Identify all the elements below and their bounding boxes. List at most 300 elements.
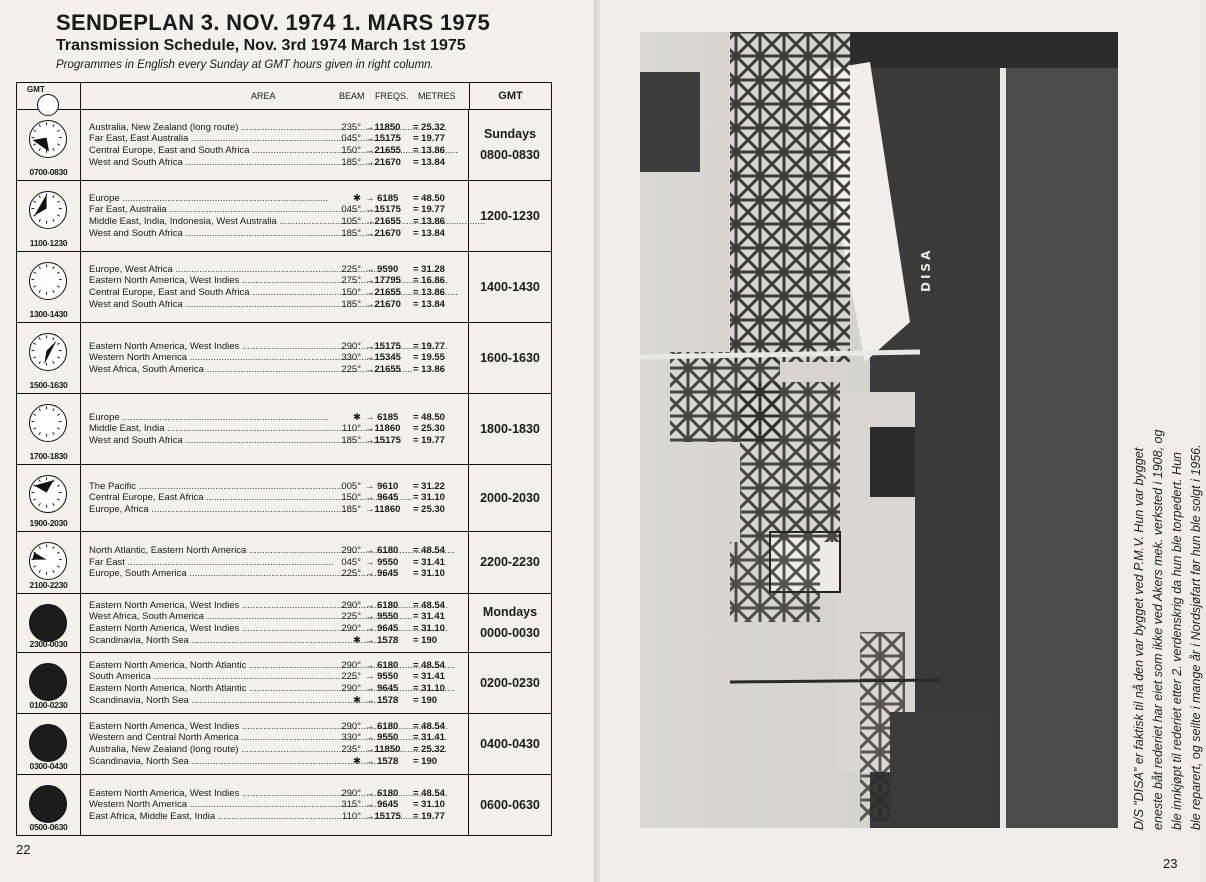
frequency-value: → 9645 [365,492,399,504]
clock-cell [17,323,81,393]
area-text: Scandinavia, North Sea ..... [89,635,331,647]
area-text: West and South Africa ..... [89,157,331,169]
beam-value: 110° [342,423,361,435]
clock-face-icon [30,543,66,579]
frequency-line [89,545,468,557]
header-metres-label: METRES [418,91,456,101]
area-text: Far East, East Australia ..... [89,133,331,145]
gmt-time: 0800-0830 [480,148,540,162]
beam-value: 290° [341,599,361,611]
metres-value: = 190 [413,755,438,767]
area-text: Eastern North America, West Indies ..... [89,623,331,635]
gmt-time: 2200-2230 [480,555,540,569]
beam-value: 110° [342,810,361,822]
area-text: West and South Africa ..... [89,435,331,447]
clock-tick-icon [53,290,54,292]
clock-tick-icon [53,408,54,410]
beam-value: 330° [341,352,361,364]
frequency-line [89,623,468,635]
clock-time-label: 2100-2230 [29,580,68,590]
beam-value: 290° [341,787,361,799]
metres-value: = 13.86 [413,216,445,227]
clock-face-icon [30,121,66,157]
frequency-value: → 9610 [365,480,399,492]
frequency-value: →15175 [365,133,401,145]
frequency-line [89,695,468,707]
clock-tick-icon [33,130,35,131]
clock-time-label: 1500-1630 [29,380,68,390]
area-text: Far East, Australia ..... [89,204,331,216]
area-text: Europe, South America ..... [89,568,331,580]
frequency-value: → 6180 [365,720,399,732]
clock-tick-icon [57,343,59,344]
metres-value: = 48.50 [413,192,445,204]
clock-tick-icon [53,148,54,150]
metres-value: = 25.32 [413,121,445,133]
clock-tick-icon [33,414,35,415]
frequency-value: → 1578 [365,694,399,706]
area-text: Scandinavia, North Sea ..... [89,695,331,707]
frequency-value: → 6180 [365,545,399,557]
table-row [17,653,551,714]
frequency-line [89,352,468,364]
area-text: Central Europe, East and South Africa ..... [89,287,331,299]
metres-value: = 31.41 [413,556,445,568]
area-text: The Pacific ..... [89,481,331,493]
metres-value: = 48.54 [413,787,445,799]
beam-value: 150° [341,287,361,298]
gmt-time: 0400-0430 [480,736,540,751]
frequency-line [89,788,468,800]
area-text: North Atlantic, Eastern North America ..... [89,545,331,557]
clock-tick-icon [33,144,35,145]
frequency-line [89,228,468,240]
frequency-line [89,671,468,683]
clock-tick-icon [53,546,54,548]
frequency-line [89,204,468,216]
frequency-line [89,492,468,504]
gmt-time: 1600-1630 [480,350,540,365]
clock-tick-icon [53,479,54,481]
area-text: Europe, West Africa ..... [89,264,331,276]
frequency-line [89,504,468,516]
table-body [17,110,551,835]
header-freqs-label: FREQS. [375,91,409,101]
clock-tick-icon [57,130,59,131]
clock-tick-icon [57,499,59,500]
area-text: Middle East, India, Indonesia, West Australia ..... [89,216,331,228]
gmt-time: 2000-2030 [480,490,540,505]
frequency-line [89,364,468,376]
gmt-cell [469,394,551,464]
clock-tick-icon [39,290,40,292]
gmt-cell [469,252,551,322]
clock-tick-icon [57,272,59,273]
clock-cell [17,394,81,464]
frequency-cell [81,323,469,393]
frequency-line [89,683,468,695]
beam-value: 185° [341,227,361,239]
area-text: Western North America ..... [89,352,331,364]
clock-tick-icon [39,570,40,572]
beam-value: 290° [341,720,361,732]
caption-line: D/S "DISA" er faktisk til nå den var bygget ved P.M.V. Hun var bygget [1132,447,1146,830]
metres-value: = 19.77 [413,810,445,822]
clock-tick-icon [57,428,59,429]
gmt-cell [469,181,551,251]
clock-tick-icon [33,428,35,429]
beam-value: 225° [341,611,361,623]
frequency-line [89,341,468,353]
frequency-line [89,611,468,623]
frequency-value: →21670 [365,298,401,310]
table-row [17,181,551,252]
header-gmt-clock-label: GMT [27,85,45,94]
clock-tick-icon [39,219,40,221]
metres-value: = 19.77 [413,340,445,352]
area-text: West Africa, South America ..... [89,611,331,623]
frequency-value: →21655 [365,363,401,375]
gmt-cell [469,110,551,180]
intro-text: Programmes in English every Sunday at GMT hours given in right column. [56,59,434,71]
frequency-value: → 9645 [365,623,399,634]
gmt-time: Mondays [482,605,538,619]
clock-tick-icon [53,570,54,572]
frequency-line [89,635,468,647]
beam-value: ✱ [353,755,361,767]
clock-icon [29,404,67,442]
beam-value: 290° [341,623,361,634]
frequency-line [89,145,468,157]
clock-time-label: 1700-1830 [29,451,68,461]
beam-value: 150° [341,492,361,504]
clock-tick-icon [57,552,59,553]
clock-tick-icon [33,343,35,344]
ship-photo [640,32,1118,828]
clock-icon [29,262,67,300]
frequency-line [89,744,468,756]
clock-face-icon [30,334,66,370]
metres-value: = 13.86 [413,363,445,375]
beam-value: 185° [341,298,361,310]
clock-cell [17,252,81,322]
gmt-cell [469,532,551,593]
metres-value: = 13.84 [413,156,445,168]
area-text: Eastern North America, West Indies ..... [89,721,331,733]
frequency-cell [81,532,469,593]
frequency-line [89,811,468,823]
clock-hand-icon [34,480,53,492]
clock-cell [17,110,81,180]
beam-value: 185° [341,503,361,515]
frequency-cell [81,465,469,531]
frequency-line [89,157,468,169]
metres-value: = 31.10 [413,492,445,504]
clock-tick-icon [53,361,54,363]
clock-tick-icon [33,499,35,500]
frequency-line [89,264,468,276]
caption-line: eneste båt rederiet har eiet som ikke ved Akers mek. verksted i 1908, og [1151,429,1165,830]
area-text: East Africa, Middle East, India ..... [89,811,331,823]
beam-value: 225° [341,671,361,683]
frequency-value: → 9550 [365,611,399,623]
clock-time-label: 1900-2030 [29,518,68,528]
clock-icon [29,724,67,762]
clock-time-label: 0100-0230 [29,700,68,710]
frequency-line [89,756,468,768]
frequency-line [89,799,468,811]
clock-cell [17,653,81,713]
beam-value: 185° [341,434,361,446]
metres-value: = 48.54 [413,659,445,671]
beam-value: 005° [341,480,361,492]
clock-icon [29,191,67,229]
clock-tick-icon [57,357,59,358]
clock-hand-icon [44,341,57,365]
clock-hand-icon [32,552,46,559]
area-text: Eastern North America, West Indies ..... [89,600,331,612]
clock-icon [29,785,67,823]
clock-tick-icon [39,148,40,150]
beam-value: 290° [341,340,361,352]
metres-value: = 31.41 [413,611,445,623]
metres-value: = 31.41 [413,671,445,683]
frequency-value: → 9550 [365,671,399,683]
metres-value: = 48.50 [413,411,445,423]
frequency-value: → 6180 [365,787,399,799]
beam-value: 045° [341,204,361,216]
clock-tick-icon [57,286,59,287]
metres-value: = 31.41 [413,732,445,744]
gmt-cell [469,653,551,713]
area-text: Eastern North America, North Atlantic ..... [89,683,331,695]
clock-tick-icon [53,219,54,221]
area-text: Central Europe, East and South Africa ..... [89,145,331,157]
metres-value: = 190 [413,634,438,646]
frequency-value: →11850 [365,744,401,755]
metres-value: = 31.10 [413,568,445,580]
gmt-time: 0600-0630 [480,797,540,812]
clock-tick-icon [57,215,59,216]
clock-tick-icon [33,552,35,553]
metres-value: = 190 [413,694,438,706]
frequency-line [89,660,468,672]
gmt-cell [469,465,551,531]
frequency-cell [81,653,469,713]
area-text: Western North America ..... [89,799,331,811]
caption-line: ble innkjøpt til rederiet etter 2. verdenskrig da hun ble torpedert. Hun [1170,452,1184,830]
metres-value: = 25.30 [413,503,445,515]
clock-tick-icon [39,361,40,363]
right-page [600,0,1203,882]
clock-tick-icon [57,414,59,415]
area-text: Australia, New Zealand (long route) ..... [89,744,331,756]
clock-icon [29,333,67,371]
gmt-time: 1400-1430 [480,279,540,294]
clock-tick-icon [39,503,40,505]
metres-value: = 48.54 [413,599,445,611]
gmt-time: 0200-0230 [480,675,540,690]
frequency-line [89,216,468,228]
clock-cell [17,465,81,531]
clock-face-icon [30,476,66,512]
metres-value: = 31.22 [413,480,445,492]
frequency-line [89,275,468,287]
page-subtitle: Transmission Schedule, Nov. 3rd 1974 March 1st 1975 [56,37,466,54]
metres-value: = 19.77 [413,434,445,446]
frequency-value: →21655 [365,216,401,227]
clock-tick-icon [57,201,59,202]
frequency-value: → 1578 [365,634,399,646]
clock-face-icon [30,192,66,228]
clock-tick-icon [39,337,40,339]
area-text: Europe ..... [89,193,331,205]
clock-time-label: 1100-1230 [29,238,68,248]
beam-value: 185° [341,156,361,168]
clock-time-label: 0500-0630 [29,822,68,832]
clock-cell [17,714,81,774]
frequency-value: → 6180 [365,659,399,671]
gmt-time: 1800-1830 [480,421,540,436]
metres-value: = 25.32 [413,744,445,755]
frequency-line [89,721,468,733]
frequency-cell [81,394,469,464]
header-area-cell [81,83,470,109]
clock-icon [29,120,67,158]
frequency-value: →15175 [365,204,401,216]
clock-cell [17,594,81,652]
clock-cell [17,532,81,593]
frequency-value: →21670 [365,227,401,239]
beam-value: 290° [341,659,361,671]
clock-tick-icon [57,485,59,486]
area-text: Europe ..... [89,412,331,424]
clock-tick-icon [33,272,35,273]
beam-value: 315° [341,799,361,811]
clock-time-label: 2300-0030 [29,639,68,649]
gmt-cell [469,775,551,835]
left-page [0,0,596,882]
area-text: Eastern North America, West Indies ..... [89,275,331,287]
clock-tick-icon [53,124,54,126]
frequency-value: →15175 [365,340,401,352]
clock-icon [29,542,67,580]
frequency-cell [81,252,469,322]
frequency-line [89,122,468,134]
gmt-time: 1200-1230 [480,208,540,223]
frequency-value: →15175 [365,810,401,822]
frequency-cell [81,110,469,180]
clock-icon [29,663,67,701]
area-text: Scandinavia, North Sea ..... [89,756,331,768]
area-text: Western and Central North America ..... [89,732,331,744]
clock-tick-icon [39,266,40,268]
page-number: 23 [1163,856,1178,871]
frequency-cell [81,714,469,774]
clock-tick-icon [39,124,40,126]
beam-value: 330° [341,732,361,744]
frequency-line [89,481,468,493]
metres-value: = 19.77 [413,133,445,145]
frequency-value: → 6180 [365,599,399,611]
photo-caption [1130,30,1203,830]
clock-time-label: 0700-0830 [29,167,68,177]
header-area-label: AREA [251,91,276,101]
frequency-value: → 6185 [365,411,399,423]
metres-value: = 13.84 [413,298,445,310]
frequency-value: → 1578 [365,755,399,767]
clock-tick-icon [57,144,59,145]
gmt-cell [469,594,551,652]
clock-tick-icon [39,408,40,410]
beam-value: 150° [341,145,361,156]
metres-value: = 48.54 [413,720,445,732]
metres-value: = 25.30 [413,423,445,435]
gmt-cell [469,714,551,774]
beam-value: ✱ [353,192,361,204]
table-row [17,775,551,835]
area-text: Europe, Africa ..... [89,504,331,516]
metres-value: = 16.86 [413,275,445,287]
table-row [17,532,551,594]
frequency-value: →21670 [365,156,401,168]
hull-lettering: DISA [919,247,933,292]
caption-line: ble reparert, og seilte i mange år i Nordsjøfart før hun ble solgt i 1956. [1189,444,1203,830]
area-text: Australia, New Zealand (long route) ..... [89,122,331,134]
table-row [17,714,551,775]
header-gmt-label: GMT [498,90,523,102]
frequency-value: → 6185 [365,192,399,204]
clock-tick-icon [53,503,54,505]
metres-value: = 31.28 [413,263,445,275]
frequency-value: → 9645 [365,799,399,811]
metres-value: = 13.86 [413,145,445,156]
page-title: SENDEPLAN 3. NOV. 1974 1. MARS 1975 [56,10,490,35]
frequency-line [89,600,468,612]
clock-tick-icon [39,195,40,197]
clock-face-icon [30,405,66,441]
clock-tick-icon [33,357,35,358]
frequency-value: →11850 [365,121,401,133]
clock-tick-icon [33,566,35,567]
frequency-value: →15175 [365,434,401,446]
frequency-value: → 9590 [365,263,399,275]
frequency-line [89,287,468,299]
metres-value: = 13.84 [413,227,445,239]
clock-tick-icon [57,566,59,567]
frequency-value: →15345 [365,352,401,364]
frequency-cell [81,594,469,652]
gmt-time: Sundays [483,127,537,141]
page-number: 22 [16,842,31,857]
beam-value: 045° [341,133,361,145]
clock-tick-icon [53,195,54,197]
table-row [17,252,551,323]
clock-tick-icon [39,432,40,434]
clock-tick-icon [53,266,54,268]
area-text: Eastern North America, West Indies ..... [89,788,331,800]
frequency-line [89,412,468,424]
clock-face-icon [30,263,66,299]
beam-value: 225° [341,568,361,580]
metres-value: = 19.77 [413,204,445,216]
frequency-value: → 9645 [365,568,399,580]
area-text: South America ..... [89,671,331,683]
frequency-line [89,557,468,569]
header-beam-label: BEAM [339,91,365,101]
clock-icon [29,604,67,642]
beam-value: ✱ [353,411,361,423]
